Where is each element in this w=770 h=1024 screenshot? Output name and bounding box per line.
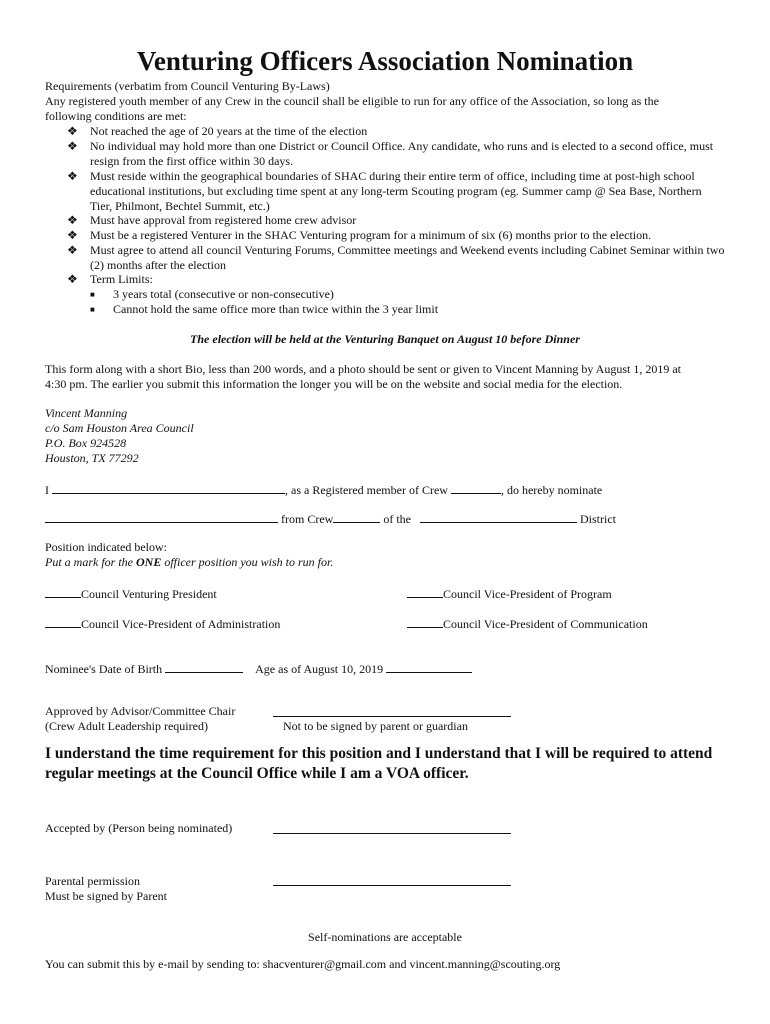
requirement-item: Must have approval from registered home crew advisor	[90, 213, 357, 227]
nominee-crew-field[interactable]	[333, 510, 380, 523]
requirement-item: Not reached the age of 20 years at the time of the election	[90, 124, 368, 138]
term-limit-item: Cannot hold the same office more than twice within the 3 year limit	[113, 302, 439, 316]
requirements-heading: Requirements (verbatim from Council Venturing By-Laws)	[45, 79, 330, 93]
nominee-name-field[interactable]	[45, 510, 278, 523]
address-line: Houston, TX 77292	[45, 451, 139, 465]
district-label: District	[579, 512, 616, 526]
nominate-line	[45, 481, 602, 498]
nominator-name-field[interactable]	[52, 481, 285, 494]
email-instructions: You can submit this by e-mail by sending to: shacventurer@gmail.com and vincent.manning@scouting.org	[45, 957, 561, 971]
district-field[interactable]	[420, 510, 577, 523]
position-note-text: officer position you wish to run for.	[161, 555, 334, 569]
nominate-i-label: I	[45, 483, 49, 497]
approval-signature-field[interactable]	[273, 716, 511, 717]
diamond-bullet-icon: ❖	[67, 272, 78, 286]
requirement-item: Must agree to attend all council Venturing Forums, Committee meetings and Weekend events including Cabinet Seminar within two (2) months after the election	[90, 243, 725, 272]
crew-member-label: , as a Registered member of Crew	[285, 483, 448, 497]
vp-comm-mark-field[interactable]	[407, 615, 443, 628]
position-option-vp-comm	[407, 615, 648, 632]
position-label: Council Vice-President of Program	[443, 587, 612, 601]
requirement-item: Must be a registered Venturer in the SHAC Venturing program for a minimum of six (6) months prior to the election.	[90, 228, 652, 242]
parental-signature-field[interactable]	[273, 885, 511, 886]
vp-program-mark-field[interactable]	[407, 585, 443, 598]
square-bullet-icon: ■	[90, 290, 95, 299]
intro-text: Any registered youth member of any Crew in the council shall be eligible to run for any office of the Association, so long as the	[45, 94, 659, 108]
accepted-label: Accepted by (Person being nominated)	[45, 821, 233, 835]
age-field[interactable]	[386, 660, 472, 673]
address-line: c/o Sam Houston Area Council	[45, 421, 194, 435]
parental-label: Parental permission	[45, 874, 140, 888]
address-line: P.O. Box 924528	[45, 436, 127, 450]
nominate-label: , do hereby nominate	[500, 483, 603, 497]
position-label: Council Vice-President of Administration	[81, 617, 281, 631]
of-the-label: of the	[383, 512, 411, 526]
approval-sublabel: (Crew Adult Leadership required)	[45, 719, 208, 733]
position-option-vp-admin	[45, 615, 280, 632]
position-option-president	[45, 585, 217, 602]
term-limit-item: 3 years total (consecutive or non-consecutive)	[113, 287, 334, 301]
diamond-bullet-icon: ❖	[67, 169, 78, 183]
position-note-emphasis: ONE	[136, 555, 162, 569]
requirement-item: No individual may hold more than one District or Council Office. Any candidate, who runs and is elected to a second office, must resign from the first office within 30 days.	[90, 139, 714, 168]
nominator-crew-field[interactable]	[451, 481, 501, 494]
approval-label: Approved by Advisor/Committee Chair	[45, 704, 236, 718]
requirement-item: Term Limits:	[90, 272, 153, 286]
diamond-bullet-icon: ❖	[67, 243, 78, 257]
submission-text: This form along with a short Bio, less than 200 words, and a photo should be sent or given to Vincent Manning by August 1, 2019 at	[45, 362, 681, 376]
president-mark-field[interactable]	[45, 585, 81, 598]
self-nomination-note: Self-nominations are acceptable	[308, 930, 462, 944]
dob-field[interactable]	[165, 660, 243, 673]
position-label: Council Venturing President	[81, 587, 217, 601]
from-crew-label: from Crew	[281, 512, 334, 526]
position-note	[45, 555, 333, 570]
nominee-line	[45, 510, 616, 527]
square-bullet-icon: ■	[90, 305, 95, 314]
accepted-signature-field[interactable]	[273, 833, 511, 834]
intro-text: following conditions are met:	[45, 109, 187, 123]
position-label: Council Vice-President of Communication	[443, 617, 648, 631]
diamond-bullet-icon: ❖	[67, 124, 78, 138]
requirement-item: Must reside within the geographical boundaries of SHAC during their entire term of office, including time at post-high school educational institutions, but excluding time spent at any long-term Scouting program (eg. Summer camp @ Sea Base, Northern Tier, Philmont, Bechtel Summit, etc.)	[90, 169, 702, 213]
vp-admin-mark-field[interactable]	[45, 615, 81, 628]
age-label: Age as of August 10, 2019	[255, 662, 384, 676]
parental-sublabel: Must be signed by Parent	[45, 889, 167, 903]
address-line: Vincent Manning	[45, 406, 128, 420]
understand-statement: regular meetings at the Council Office while I am a VOA officer.	[45, 765, 469, 782]
diamond-bullet-icon: ❖	[67, 228, 78, 242]
dob-row	[45, 660, 472, 677]
page-title: Venturing Officers Association Nomination	[136, 46, 634, 76]
dob-label: Nominee's Date of Birth	[45, 662, 163, 676]
approval-note: Not to be signed by parent or guardian	[283, 719, 468, 733]
election-note: The election will be held at the Venturing Banquet on August 10 before Dinner	[190, 332, 580, 346]
diamond-bullet-icon: ❖	[67, 139, 78, 153]
position-option-vp-program	[407, 585, 612, 602]
diamond-bullet-icon: ❖	[67, 213, 78, 227]
submission-text: 4:30 pm. The earlier you submit this information the longer you will be on the website and social media for the election.	[45, 377, 623, 391]
understand-statement: I understand the time requirement for this position and I understand that I will be required to attend	[45, 745, 713, 762]
position-heading: Position indicated below:	[45, 540, 167, 554]
position-note-text: Put a mark for the	[45, 555, 136, 569]
